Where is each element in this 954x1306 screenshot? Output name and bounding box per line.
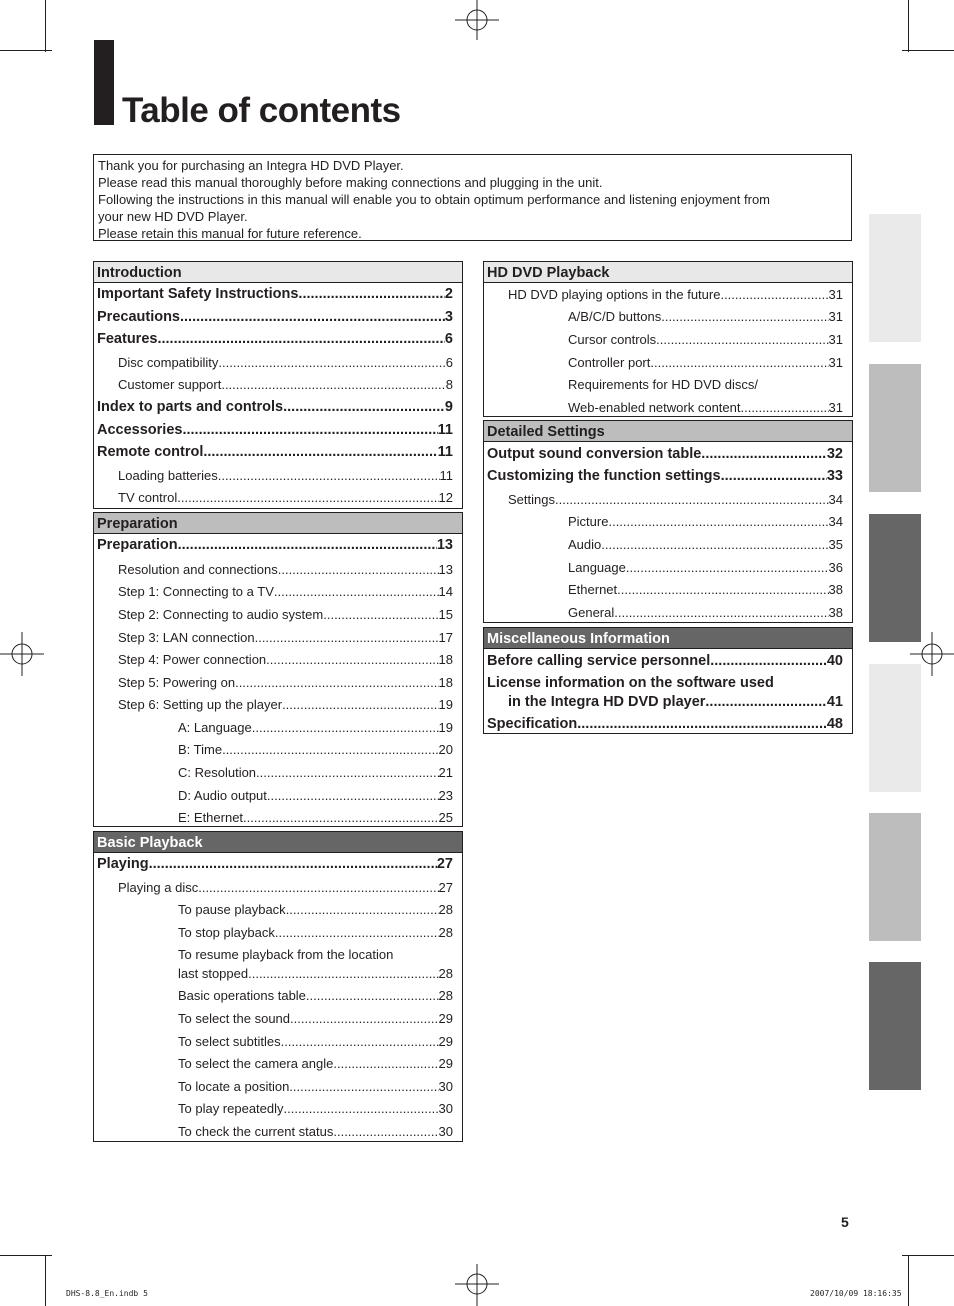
side-tab-preparation <box>869 364 921 492</box>
section-preparation <box>93 512 463 827</box>
intro-line: Following the instructions in this manual will enable you to obtain optimum performance and listening enjoyment from <box>98 191 771 207</box>
toc-entry[interactable]: To pause playback ..... 28 <box>178 902 453 917</box>
intro-line: your new HD DVD Player. <box>98 208 248 224</box>
toc-entry[interactable]: Customizing the function settings ..... 33 <box>487 468 843 484</box>
footer-file: DHS-8.8_En.indb 5 <box>66 1289 148 1298</box>
toc-entry[interactable]: Settings ..... 34 <box>508 492 843 507</box>
section-miscellaneous <box>483 627 853 734</box>
title-accent-bar <box>94 40 114 125</box>
toc-entry[interactable]: To play repeatedly ..... 30 <box>178 1101 453 1116</box>
toc-entry[interactable]: Step 6: Setting up the player ..... 19 <box>118 697 453 712</box>
toc-entry[interactable]: Preparation ..... 13 <box>97 537 453 553</box>
registration-mark-left <box>0 632 44 676</box>
toc-entry-line[interactable]: Requirements for HD DVD discs/ <box>568 377 758 392</box>
section-detailed-settings <box>483 420 853 623</box>
toc-entry[interactable]: Playing a disc ..... 27 <box>118 880 453 895</box>
section-introduction <box>93 261 463 509</box>
toc-entry[interactable]: Language ..... 36 <box>568 560 843 575</box>
side-tab-detailed-settings <box>869 813 921 941</box>
toc-entry[interactable]: Step 2: Connecting to audio system ..... 15 <box>118 607 453 622</box>
toc-entry[interactable]: Loading batteries ..... 11 <box>118 468 453 483</box>
intro-line: Please read this manual thoroughly before making connections and plugging in the unit. <box>98 174 603 190</box>
toc-entry[interactable]: Step 1: Connecting to a TV ..... 14 <box>118 584 453 599</box>
toc-entry[interactable]: Cursor controls ..... 31 <box>568 332 843 347</box>
side-tab-hd-dvd-playback <box>869 664 921 792</box>
intro-line: Please retain this manual for future reference. <box>98 225 362 241</box>
side-tab-introduction <box>869 214 921 342</box>
intro-box <box>93 154 852 241</box>
toc-entry[interactable]: Step 5: Powering on ..... 18 <box>118 675 453 690</box>
intro-line: Thank you for purchasing an Integra HD DVD Player. <box>98 158 404 173</box>
section-hd-dvd-playback <box>483 261 853 417</box>
toc-entry[interactable]: Ethernet ..... 38 <box>568 582 843 597</box>
toc-entry[interactable]: Picture ..... 34 <box>568 514 843 529</box>
toc-entry[interactable]: B: Time ..... 20 <box>178 742 453 757</box>
toc-entry[interactable]: Step 3: LAN connection ..... 17 <box>118 630 453 645</box>
toc-entry[interactable]: General ..... 38 <box>568 605 843 620</box>
section-heading: Detailed Settings <box>484 421 852 442</box>
side-tab-basic-playback <box>869 514 921 642</box>
toc-entry[interactable]: E: Ethernet ..... 25 <box>178 810 453 825</box>
toc-entry[interactable]: D: Audio output ..... 23 <box>178 788 453 803</box>
toc-entry[interactable]: Output sound conversion table ..... 32 <box>487 446 843 462</box>
toc-entry[interactable]: To select the camera angle ..... 29 <box>178 1056 453 1071</box>
toc-entry[interactable]: Playing ..... 27 <box>97 856 453 872</box>
toc-entry[interactable]: Customer support ..... 8 <box>118 377 453 392</box>
toc-entry[interactable]: Important Safety Instructions ..... 2 <box>97 286 453 302</box>
toc-entry[interactable]: To select the sound ..... 29 <box>178 1011 453 1026</box>
toc-entry[interactable]: Controller port ..... 31 <box>568 355 843 370</box>
page-title: Table of contents <box>122 91 401 130</box>
toc-entry[interactable]: A: Language ..... 19 <box>178 720 453 735</box>
page-number: 5 <box>841 1214 849 1230</box>
registration-mark-bottom <box>455 1262 499 1306</box>
section-heading: Basic Playback <box>94 832 462 853</box>
toc-entry[interactable]: in the Integra HD DVD player ..... 41 <box>508 694 843 710</box>
section-heading: HD DVD Playback <box>484 262 852 283</box>
toc-entry[interactable]: Precautions ..... 3 <box>97 309 453 325</box>
toc-entry[interactable]: A/B/C/D buttons ..... 31 <box>568 309 843 324</box>
toc-entry[interactable]: last stopped ..... 28 <box>178 966 453 981</box>
toc-entry[interactable]: Basic operations table ..... 28 <box>178 988 453 1003</box>
toc-entry[interactable]: HD DVD playing options in the future ..... 31 <box>508 287 843 302</box>
section-heading: Preparation <box>94 513 462 534</box>
toc-entry[interactable]: Before calling service personnel ..... 40 <box>487 653 843 669</box>
toc-entry[interactable]: Accessories ..... 11 <box>97 422 453 438</box>
section-heading: Introduction <box>94 262 462 283</box>
toc-entry[interactable]: C: Resolution ..... 21 <box>178 765 453 780</box>
section-basic-playback <box>93 831 463 1142</box>
toc-entry-line[interactable]: To resume playback from the location <box>178 947 394 962</box>
side-tab-miscellaneous <box>869 962 921 1090</box>
toc-entry[interactable]: Specification ..... 48 <box>487 716 843 732</box>
toc-entry[interactable]: Remote control ..... 11 <box>97 444 453 460</box>
footer-timestamp: 2007/10/09 18:16:35 <box>810 1289 902 1298</box>
toc-entry[interactable]: To stop playback ..... 28 <box>178 925 453 940</box>
registration-mark-top <box>455 0 499 44</box>
toc-entry[interactable]: Web-enabled network content ..... 31 <box>568 400 843 415</box>
toc-entry[interactable]: To check the current status ..... 30 <box>178 1124 453 1139</box>
toc-entry[interactable]: Disc compatibility ..... 6 <box>118 355 453 370</box>
toc-entry[interactable]: To locate a position ..... 30 <box>178 1079 453 1094</box>
toc-entry[interactable]: Resolution and connections ..... 13 <box>118 562 453 577</box>
toc-entry[interactable]: Features ..... 6 <box>97 331 453 347</box>
toc-entry-line[interactable]: License information on the software used <box>487 675 774 691</box>
toc-entry[interactable]: Audio ..... 35 <box>568 537 843 552</box>
toc-entry[interactable]: To select subtitles ..... 29 <box>178 1034 453 1049</box>
toc-entry[interactable]: Index to parts and controls ..... 9 <box>97 399 453 415</box>
section-heading: Miscellaneous Information <box>484 628 852 649</box>
toc-entry[interactable]: TV control ..... 12 <box>118 490 453 505</box>
toc-entry[interactable]: Step 4: Power connection ..... 18 <box>118 652 453 667</box>
